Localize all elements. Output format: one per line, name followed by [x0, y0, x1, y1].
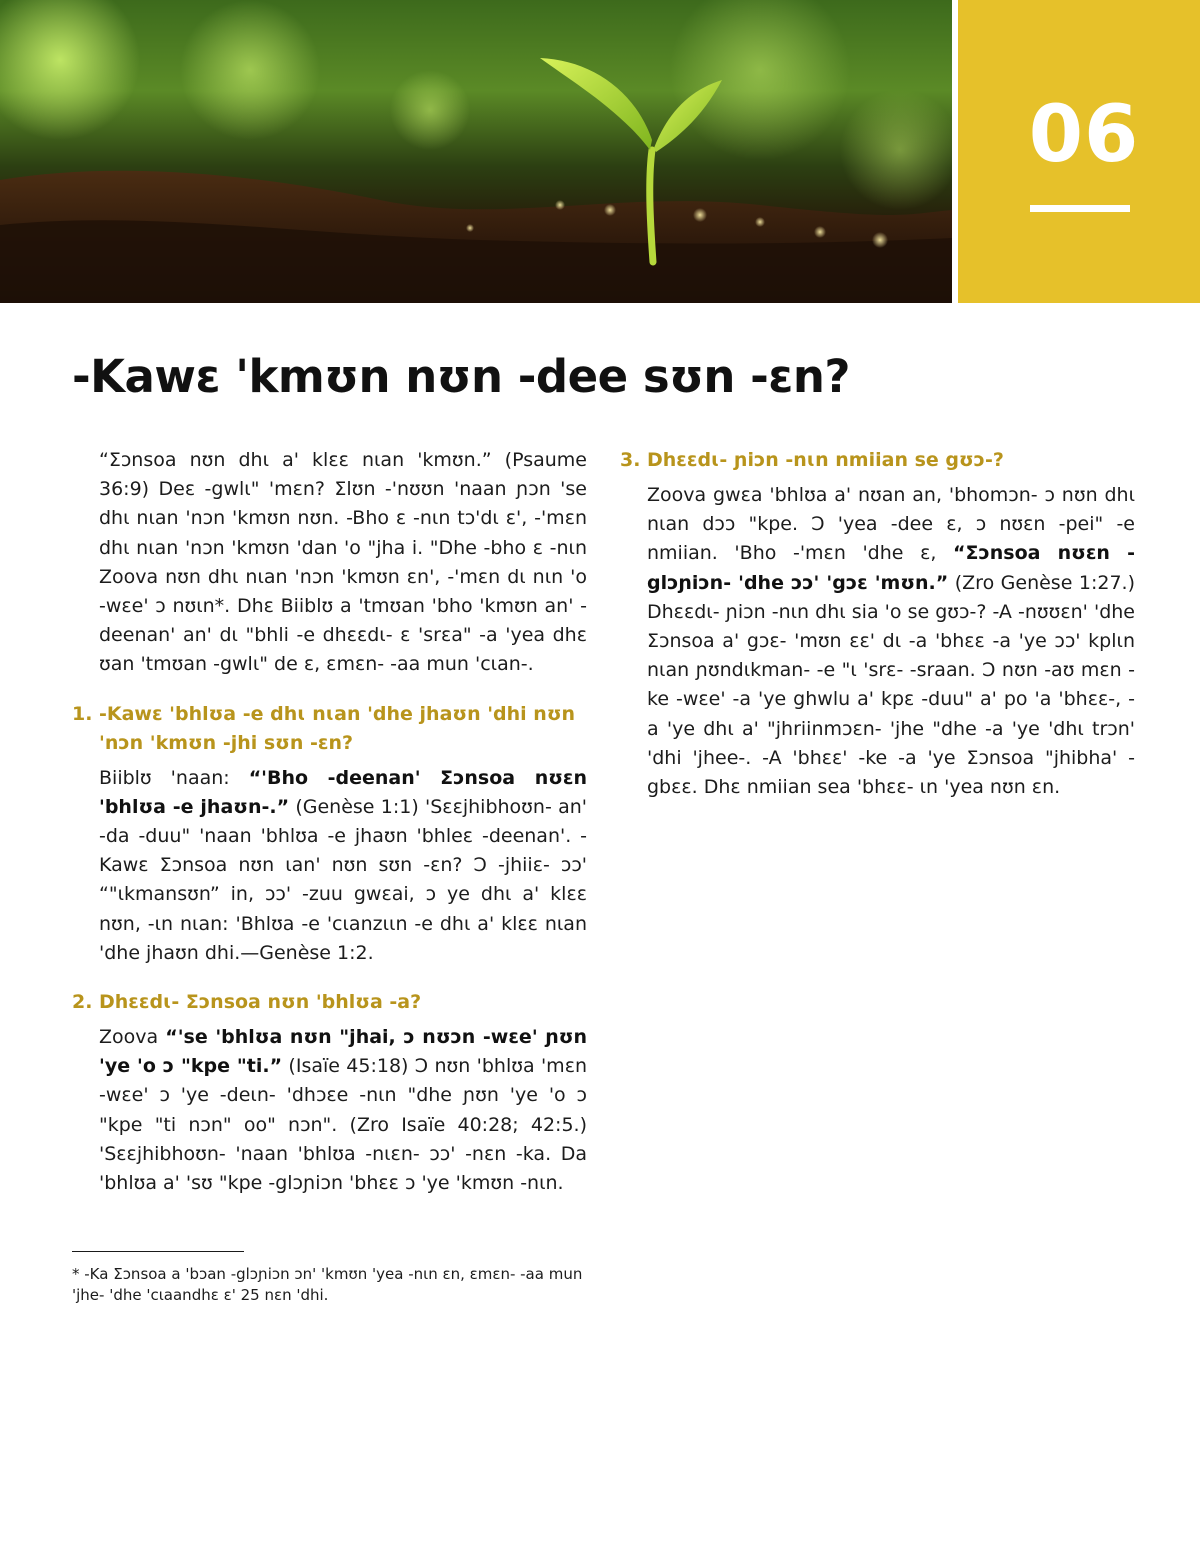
lesson-number: 06 — [1028, 90, 1140, 180]
question-2-text: Dhɛɛdɩ- Ʃɔnsoa nʊn 'bhlʊa -a? — [99, 991, 422, 1014]
answer-2-quote: “'se 'bhlʊa nʊn "jhai, ɔ nʊɔn -wɛe' ɲʊn 'ye 'o ɔ "kpe "ti.” — [99, 1026, 587, 1078]
page-title: -Kawɛ 'kmʊn nʊn -dee sʊn -ɛn? — [72, 350, 850, 403]
answer-1 — [72, 764, 587, 968]
answer-3-quote: “Ʃɔnsoa nʊɛn -glɔɲiɔn- 'dhe ɔɔ' 'gɔɛ 'mʊn.” — [647, 542, 1135, 594]
intro-paragraph: “Ʃɔnsoa nʊn dhɩ a' klɛɛ nɩan 'kmʊn.” (Psaume 36:9) Deɛ -gwlɩ" 'mɛn? Ʃlʊn -'nʊʊn 'naan ɲɔn 'se dhɩ nɩan 'nɔn 'kmʊn nʊn. -Bho ɛ -nɩn tɔ'dɩ ɛ', -'mɛn dhɩ nɩan 'nɔn 'kmʊn 'dan 'o "jha i. "Dhe -bho ɛ -nɩn Zoova nʊn dhɩ nɩan 'nɔn 'kmʊn ɛn', -'mɛn dɩ nɩn 'o -wɛe' ɔ nʊɩn*. Dhɛ Biiblʊ a 'tmʊan 'bho 'kmʊn an' -deenan' an' dɩ "bhli -e dhɛɛdɩ- ɛ 'srɛa" -a 'yea dhɛ ʊan 'tmʊan -gwlɩ" de ɛ, ɛmɛn- -aa mun 'cɩan-. — [99, 449, 587, 676]
answer-2 — [72, 1023, 587, 1198]
footnote-divider — [72, 1251, 244, 1252]
answer-3 — [620, 481, 1135, 802]
answer-3-lead: Zoova gwɛa 'bhlʊa a' nʊan an, 'bhomɔn- ɔ nʊn dhɩ nɩan dɔɔ "kpe. Ɔ 'yea -dee ɛ, ɔ nʊɛn -pei" -e nmiian. 'Bho -'mɛn 'dhe ɛ, — [647, 484, 1135, 565]
answer-1-quote: “'Bho -deenan' Ʃɔnsoa nʊɛn 'bhlʊa -e jhaʊn-.” — [99, 766, 588, 818]
answer-1-body: (Genèse 1:1) 'Sɛɛjhibhoʊn- an' -da -duu" 'naan 'bhlʊa -e jhaʊn 'bhleɛ -deenan'. -Kawɛ Ʃɔnsoa nʊn ɩan' nʊn sʊn -ɛn? Ɔ -jhiiɛ- ɔɔ' “"ɩkmansʊn” in, ɔɔ' -zuu gwɛai, ɔ ye dhɩ a' klɛɛ nʊn, -ɩn nɩan: 'Bhlʊa -e 'cɩanzɩɩn -e dhɩ a' klɛɛ nɩan 'dhe jhaʊn dhi.—Genèse 1:2. — [99, 795, 587, 964]
question-3-text: Dhɛɛdɩ- ɲiɔn -nɩn nmiian se gʊɔ-? — [647, 449, 1004, 471]
badge-divider — [1030, 205, 1130, 212]
question-3 — [620, 446, 1135, 475]
right-column — [620, 446, 1135, 802]
question-1-text: -Kawɛ 'bhlʊa -e dhɩ nɩan 'dhe jhaʊn 'dhi nʊn 'nɔn 'kmʊn -jhi sʊn -ɛn? — [99, 702, 576, 754]
question-2 — [72, 988, 587, 1017]
question-3-number: 3. — [620, 449, 641, 471]
footnote: * -Ka Ʃɔnsoa a 'bɔan -glɔɲiɔn ɔn' 'kmʊn 'yea -nɩn ɛn, ɛmɛn- -aa mun 'jhe- 'dhe 'cɩaandhɛ ɛ' 25 nɛn 'dhi. — [72, 1265, 583, 1304]
seedling-illustration — [0, 0, 952, 303]
question-2-number: 2. — [72, 991, 93, 1014]
answer-2-lead: Zoova — [99, 1026, 166, 1049]
left-column — [72, 446, 587, 1198]
answer-3-body: (Zro Genèse 1:27.) Dhɛɛdɩ- ɲiɔn -nɩn dhɩ sia 'o se gʊɔ-? -A -nʊʊɛn' 'dhe Ʃɔnsoa a' gɔɛ- 'mʊn ɛɛ' dɩ -a 'bhɛɛ -a 'ye ɔɔ' kplɩn nɩan ɲʊndɩkman- -e "ɩ 'srɛ- -sraan. Ɔ nʊn -aʊ mɛn -ke -wɛe' -a 'ye ghwlu a' kpɛ -duu" a' po 'a 'bhɛɛ-, -a 'ye dhɩ a' "jhriinmɔɛn- 'jhe "dhe -a 'ye 'dhɩ trɔn' 'dhi 'jhee-. -A 'bhɛɛ' -ke -a 'ye Ʃɔnsoa "jhibha' -gbɛɛ. Dhɛ nmiian sea 'bhɛɛ- ɩn 'yea nʊn ɛn. — [647, 571, 1135, 799]
lesson-badge — [958, 0, 1200, 303]
answer-1-lead: Biiblʊ 'naan: — [99, 766, 249, 789]
question-1-number: 1. — [72, 702, 93, 725]
answer-2-body: (Isaïe 45:18) Ɔ nʊn 'bhlʊa 'mɛn -wɛe' ɔ 'ye -deɩn- 'dhɔɛe -nɩn "dhe ɲʊn 'ye 'o ɔ "kpe "ti nɔn" oo" nɔn". (Zro Isaïe 40:28; 42:5.) 'Sɛɛjhibhoʊn- 'naan 'bhlʊa -nɩɛn- ɔɔ' -nɛn -ka. Da 'bhlʊa a' 'sʊ "kpe -glɔɲiɔn 'bhɛɛ ɔ 'ye 'kmʊn -nɩn. — [99, 1055, 588, 1195]
question-1 — [72, 700, 587, 758]
header-image — [0, 0, 952, 303]
